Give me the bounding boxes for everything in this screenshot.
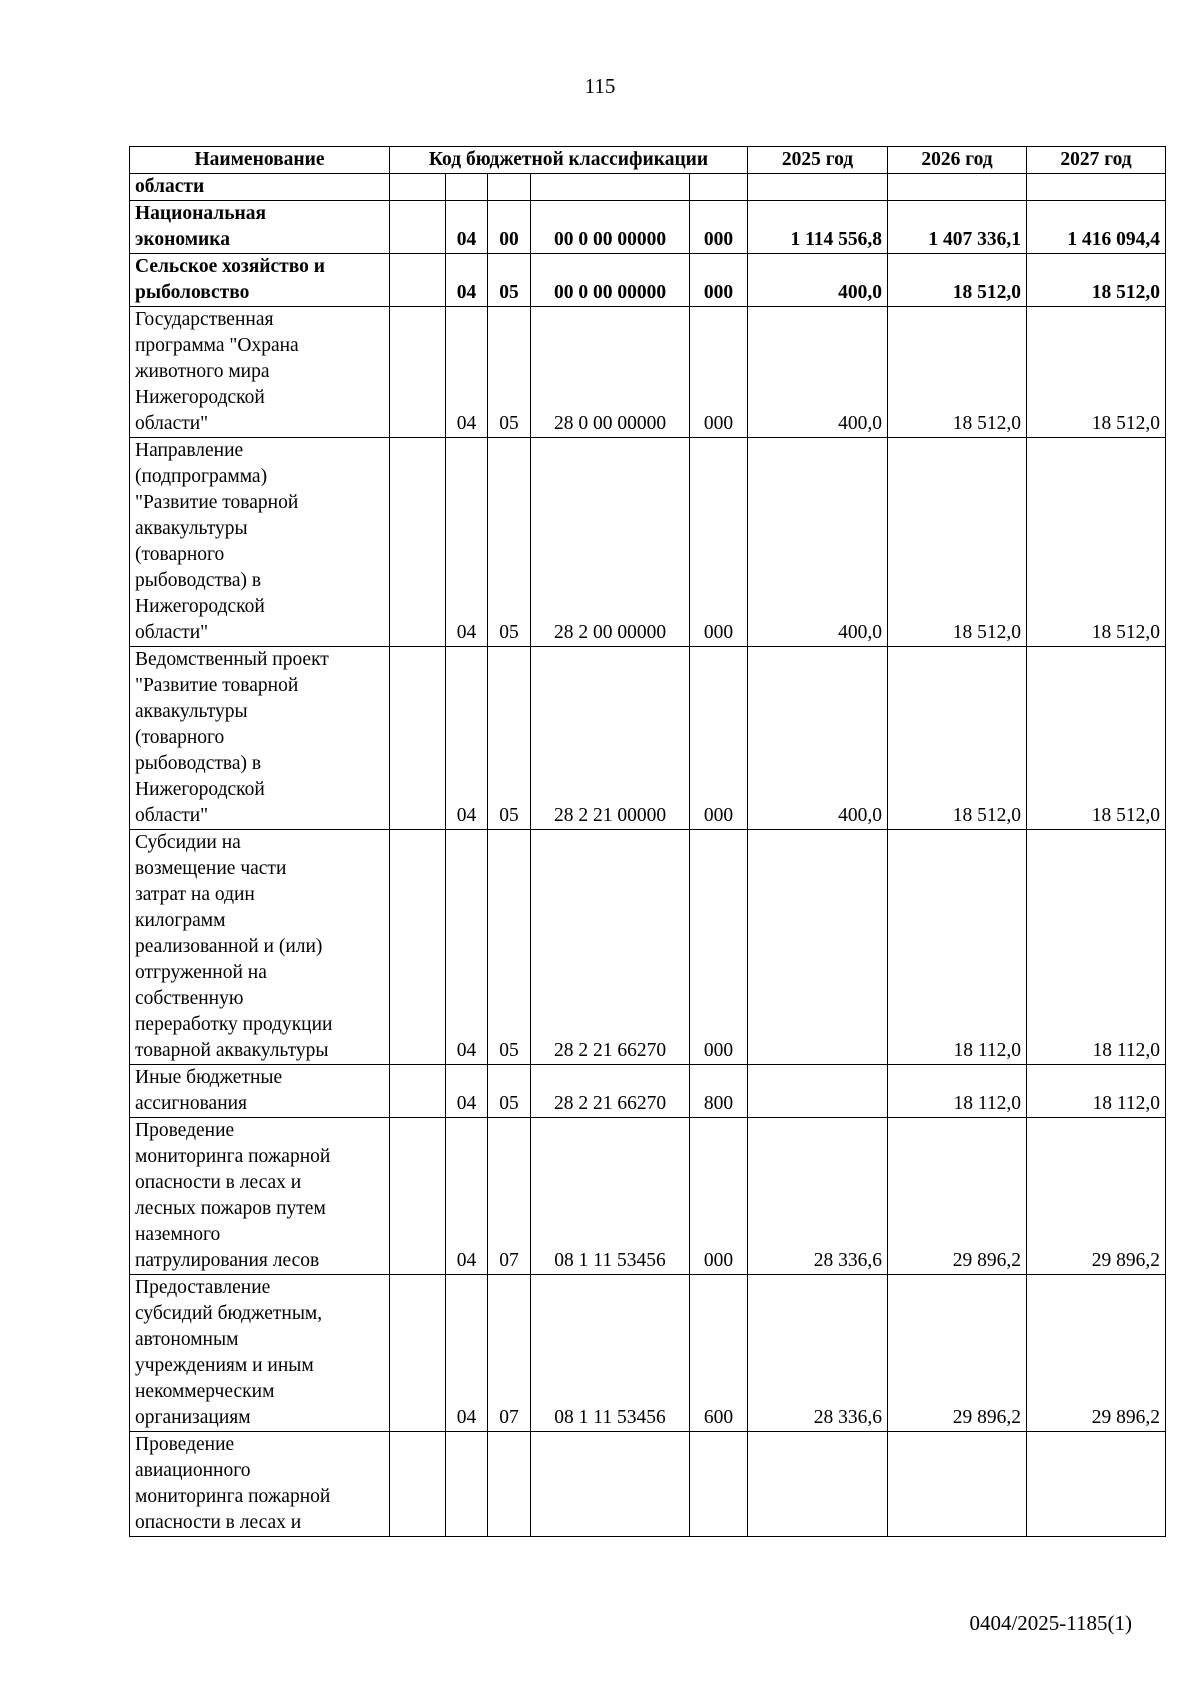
- value-2026: 18 512,0: [888, 307, 1027, 438]
- row-name: Национальная экономика: [130, 201, 390, 254]
- row-name: Субсидии на возмещение части затрат на один килограмм реализованной и (или) отгруженной на собственную переработку продукции товарной аквакультуры: [130, 830, 390, 1065]
- value-2027: [1027, 174, 1166, 201]
- code-section: 04: [446, 438, 488, 647]
- budget-table: [129, 146, 1166, 1537]
- code-expense-type: 000: [690, 307, 748, 438]
- value-2025: 28 336,6: [748, 1275, 888, 1432]
- code-section: 04: [446, 254, 488, 307]
- table-header-row: [130, 147, 1166, 174]
- value-2027: [1027, 1432, 1166, 1537]
- code-subsection: 05: [488, 438, 531, 647]
- code-section: [446, 1432, 488, 1537]
- value-2027: 1 416 094,4: [1027, 201, 1166, 254]
- code-extra: [390, 1275, 446, 1432]
- value-2027: 18 512,0: [1027, 647, 1166, 830]
- value-2026: 29 896,2: [888, 1275, 1027, 1432]
- code-section: 04: [446, 830, 488, 1065]
- value-2027: 18 112,0: [1027, 830, 1166, 1065]
- value-2026: 18 112,0: [888, 830, 1027, 1065]
- value-2026: 18 512,0: [888, 254, 1027, 307]
- code-target-article: 28 2 21 66270: [531, 1065, 690, 1118]
- header-2025: 2025 год: [748, 147, 888, 174]
- row-name: Сельское хозяйство и рыболовство: [130, 254, 390, 307]
- code-subsection: 05: [488, 254, 531, 307]
- value-2026: 18 512,0: [888, 647, 1027, 830]
- code-subsection: 05: [488, 830, 531, 1065]
- value-2025: [748, 830, 888, 1065]
- code-subsection: [488, 174, 531, 201]
- code-target-article: 28 2 21 66270: [531, 830, 690, 1065]
- code-extra: [390, 438, 446, 647]
- row-name: Государственная программа "Охрана животного мира Нижегородской области": [130, 307, 390, 438]
- header-name: Наименование: [130, 147, 390, 174]
- value-2025: 400,0: [748, 647, 888, 830]
- code-target-article: [531, 174, 690, 201]
- code-expense-type: 000: [690, 1118, 748, 1275]
- page-number: 115: [584, 74, 616, 98]
- value-2025: 28 336,6: [748, 1118, 888, 1275]
- code-target-article: [531, 1432, 690, 1537]
- document-id: 0404/2025-1185(1): [969, 1611, 1132, 1635]
- row-name: области: [130, 174, 390, 201]
- code-expense-type: 600: [690, 1275, 748, 1432]
- code-expense-type: [690, 1432, 748, 1537]
- code-section: 04: [446, 201, 488, 254]
- value-2025: 400,0: [748, 307, 888, 438]
- code-target-article: 08 1 11 53456: [531, 1118, 690, 1275]
- row-name: Проведение мониторинга пожарной опасности в лесах и лесных пожаров путем наземного патрулирования лесов: [130, 1118, 390, 1275]
- value-2025: 1 114 556,8: [748, 201, 888, 254]
- row-name: Иные бюджетные ассигнования: [130, 1065, 390, 1118]
- value-2027: 18 112,0: [1027, 1065, 1166, 1118]
- code-section: 04: [446, 307, 488, 438]
- table-row: [130, 1118, 1166, 1275]
- code-extra: [390, 254, 446, 307]
- code-expense-type: 000: [690, 201, 748, 254]
- code-extra: [390, 647, 446, 830]
- table-row: [130, 647, 1166, 830]
- code-expense-type: [690, 174, 748, 201]
- code-extra: [390, 174, 446, 201]
- code-expense-type: 000: [690, 830, 748, 1065]
- value-2025: 400,0: [748, 438, 888, 647]
- code-subsection: [488, 1432, 531, 1537]
- header-code: Код бюджетной классификации: [390, 147, 748, 174]
- code-target-article: 28 0 00 00000: [531, 307, 690, 438]
- table-row: [130, 1065, 1166, 1118]
- code-expense-type: 800: [690, 1065, 748, 1118]
- code-expense-type: 000: [690, 647, 748, 830]
- code-extra: [390, 1432, 446, 1537]
- code-expense-type: 000: [690, 254, 748, 307]
- table-row: [130, 307, 1166, 438]
- row-name: Проведение авиационного мониторинга пожарной опасности в лесах и: [130, 1432, 390, 1537]
- code-target-article: 08 1 11 53456: [531, 1275, 690, 1432]
- value-2027: 29 896,2: [1027, 1275, 1166, 1432]
- code-section: [446, 174, 488, 201]
- code-target-article: 28 2 21 00000: [531, 647, 690, 830]
- value-2026: 18 512,0: [888, 438, 1027, 647]
- value-2026: 18 112,0: [888, 1065, 1027, 1118]
- code-expense-type: 000: [690, 438, 748, 647]
- code-extra: [390, 830, 446, 1065]
- value-2025: [748, 174, 888, 201]
- value-2027: 29 896,2: [1027, 1118, 1166, 1275]
- table-row: [130, 438, 1166, 647]
- value-2026: [888, 174, 1027, 201]
- code-section: 04: [446, 1118, 488, 1275]
- code-subsection: 05: [488, 647, 531, 830]
- table-row: [130, 830, 1166, 1065]
- value-2025: 400,0: [748, 254, 888, 307]
- code-section: 04: [446, 647, 488, 830]
- code-subsection: 05: [488, 1065, 531, 1118]
- row-name: Предоставление субсидий бюджетным, автономным учреждениям и иным некоммерческим организациям: [130, 1275, 390, 1432]
- code-subsection: 05: [488, 307, 531, 438]
- value-2026: [888, 1432, 1027, 1537]
- table-row: [130, 1432, 1166, 1537]
- value-2026: 1 407 336,1: [888, 201, 1027, 254]
- code-extra: [390, 201, 446, 254]
- code-subsection: 00: [488, 201, 531, 254]
- value-2027: 18 512,0: [1027, 254, 1166, 307]
- value-2026: 29 896,2: [888, 1118, 1027, 1275]
- code-target-article: 00 0 00 00000: [531, 254, 690, 307]
- table-row: [130, 1275, 1166, 1432]
- code-extra: [390, 307, 446, 438]
- row-name: Направление (подпрограмма) "Развитие товарной аквакультуры (товарного рыбоводства) в Нижегородской области": [130, 438, 390, 647]
- value-2027: 18 512,0: [1027, 438, 1166, 647]
- code-section: 04: [446, 1275, 488, 1432]
- value-2025: [748, 1432, 888, 1537]
- code-target-article: 28 2 00 00000: [531, 438, 690, 647]
- code-target-article: 00 0 00 00000: [531, 201, 690, 254]
- value-2025: [748, 1065, 888, 1118]
- code-subsection: 07: [488, 1275, 531, 1432]
- row-name: Ведомственный проект "Развитие товарной аквакультуры (товарного рыбоводства) в Нижегородской области": [130, 647, 390, 830]
- table-row: [130, 254, 1166, 307]
- table-row: [130, 174, 1166, 201]
- code-section: 04: [446, 1065, 488, 1118]
- code-subsection: 07: [488, 1118, 531, 1275]
- table-body: [130, 174, 1166, 1537]
- code-extra: [390, 1118, 446, 1275]
- value-2027: 18 512,0: [1027, 307, 1166, 438]
- header-2026: 2026 год: [888, 147, 1027, 174]
- table-row: [130, 201, 1166, 254]
- header-2027: 2027 год: [1027, 147, 1166, 174]
- code-extra: [390, 1065, 446, 1118]
